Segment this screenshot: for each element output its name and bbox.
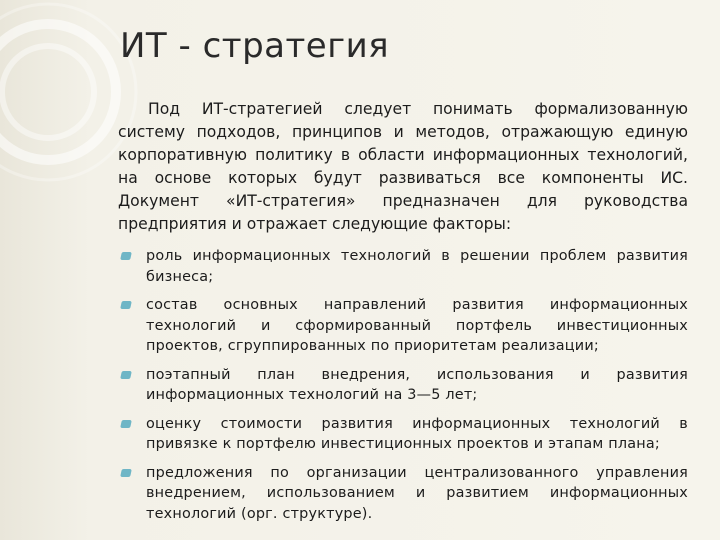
list-item-text: оценку стоимости развития информационных технологий в привязке к портфелю инвестиционных проектов и этапам плана; (146, 415, 688, 452)
slide-content (118, 98, 688, 532)
list-item-text: состав основных направлений развития информационных технологий и сформированный портфель инвестиционных проектов, сгруппированных по приоритетам реализации; (146, 297, 688, 354)
bullet-icon (120, 301, 132, 309)
bullet-icon (120, 420, 132, 428)
list-item-text: роль информационных технологий в решении проблем развития бизнеса; (146, 248, 688, 285)
intro-paragraph: Под ИТ-стратегией следует понимать формализованную систему подходов, принципов и методов, отражающую единую корпоративную политику в области информационных технологий, на основе которых будут развиваться все компоненты ИС. Документ «ИТ-стратегия» предназначен для руководства предприятия и отражает следующие факторы: (118, 100, 688, 233)
list-item (118, 365, 688, 406)
bullet-icon (120, 252, 132, 260)
list-item (118, 414, 688, 455)
list-item (118, 463, 688, 525)
bullet-icon (120, 469, 132, 477)
factor-list (118, 246, 688, 524)
list-item-text: предложения по организации централизованного управления внедрением, использованием и развитием информационных технологий (орг. структуре). (146, 464, 688, 522)
list-item-text: поэтапный план внедрения, использования и развития информационных технологий на 3—5 лет; (146, 366, 688, 403)
list-item (118, 295, 688, 357)
list-item (118, 246, 688, 287)
slide-title: ИТ - стратегия (120, 26, 390, 66)
bullet-icon (120, 371, 132, 379)
